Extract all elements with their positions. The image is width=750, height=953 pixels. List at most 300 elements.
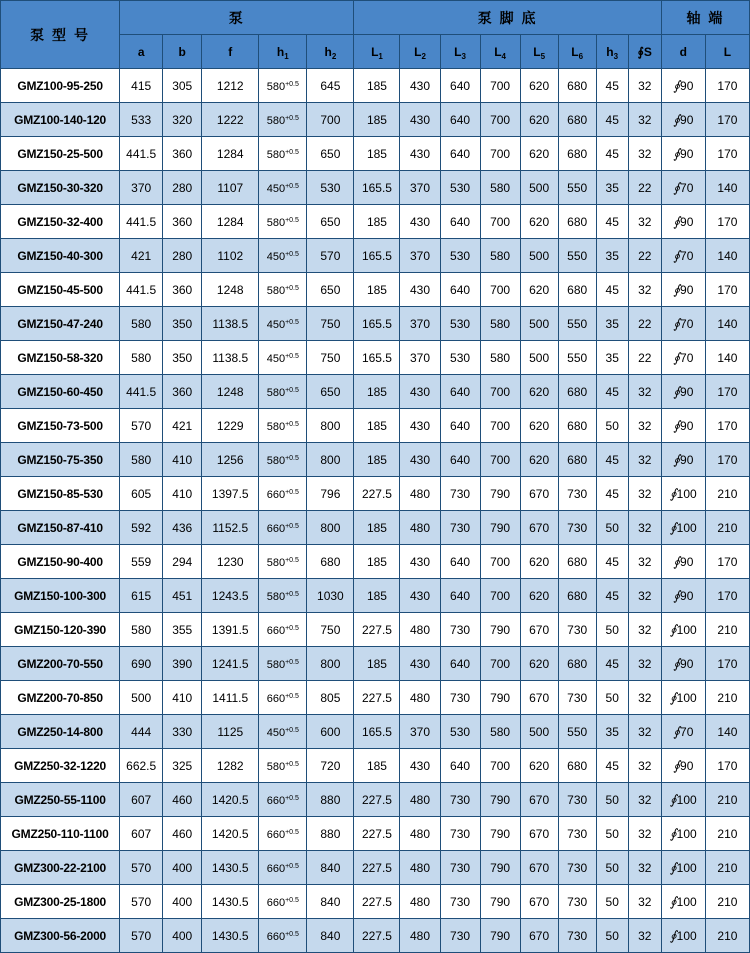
cell-h3: 45 (596, 103, 628, 137)
cell-d: ∮70 (661, 239, 705, 273)
cell-h2: 805 (307, 681, 354, 715)
cell-d: ∮70 (661, 171, 705, 205)
table-row (1, 69, 750, 103)
cell-d: ∮100 (661, 919, 705, 953)
cell-S: 32 (628, 205, 661, 239)
table-row (1, 715, 750, 749)
cell-L: 170 (705, 273, 749, 307)
cell-b: 400 (163, 885, 202, 919)
cell-L1: 185 (354, 375, 400, 409)
cell-h3: 35 (596, 171, 628, 205)
cell-f: 1391.5 (202, 613, 259, 647)
cell-L2: 430 (400, 443, 440, 477)
cell-h3: 35 (596, 307, 628, 341)
cell-b: 360 (163, 375, 202, 409)
cell-b: 460 (163, 817, 202, 851)
cell-h2: 570 (307, 239, 354, 273)
cell-L4: 700 (480, 545, 520, 579)
cell-f: 1241.5 (202, 647, 259, 681)
cell-L2: 480 (400, 477, 440, 511)
cell-L6: 730 (558, 613, 596, 647)
cell-d: ∮100 (661, 681, 705, 715)
cell-L3: 730 (440, 511, 480, 545)
table-row (1, 579, 750, 613)
cell-h1: $580^{+0.5}$ (259, 375, 307, 409)
cell-f: 1397.5 (202, 477, 259, 511)
cell-h2: 680 (307, 545, 354, 579)
cell-h2: 650 (307, 273, 354, 307)
cell-L5: 620 (520, 69, 558, 103)
cell-L6: 680 (558, 749, 596, 783)
cell-L4: 790 (480, 851, 520, 885)
cell-h1: $580^{+0.5}$ (259, 409, 307, 443)
cell-h1: $660^{+0.5}$ (259, 783, 307, 817)
cell-h2: 840 (307, 851, 354, 885)
cell-L2: 480 (400, 817, 440, 851)
cell-L4: 700 (480, 647, 520, 681)
cell-L1: 165.5 (354, 171, 400, 205)
cell-L1: 185 (354, 205, 400, 239)
cell-L: 210 (705, 681, 749, 715)
table-row (1, 647, 750, 681)
table-row (1, 613, 750, 647)
cell-h3: 50 (596, 817, 628, 851)
cell-S: 32 (628, 817, 661, 851)
cell-b: 305 (163, 69, 202, 103)
cell-L5: 670 (520, 511, 558, 545)
cell-L4: 580 (480, 307, 520, 341)
cell-L: 170 (705, 579, 749, 613)
cell-model: GMZ150-120-390 (1, 613, 120, 647)
cell-L4: 700 (480, 69, 520, 103)
cell-h3: 45 (596, 647, 628, 681)
cell-L5: 670 (520, 919, 558, 953)
table-row (1, 443, 750, 477)
cell-S: 32 (628, 613, 661, 647)
cell-L5: 670 (520, 783, 558, 817)
table-row (1, 307, 750, 341)
cell-a: 662.5 (120, 749, 163, 783)
cell-model: GMZ150-87-410 (1, 511, 120, 545)
cell-L5: 500 (520, 307, 558, 341)
cell-h3: 50 (596, 613, 628, 647)
cell-a: 441.5 (120, 273, 163, 307)
cell-L6: 550 (558, 307, 596, 341)
cell-f: 1102 (202, 239, 259, 273)
cell-L2: 480 (400, 681, 440, 715)
cell-h2: 796 (307, 477, 354, 511)
cell-L5: 670 (520, 681, 558, 715)
cell-L: 210 (705, 613, 749, 647)
cell-d: ∮90 (661, 579, 705, 613)
cell-L2: 430 (400, 647, 440, 681)
cell-b: 360 (163, 273, 202, 307)
cell-L2: 480 (400, 783, 440, 817)
cell-L1: 227.5 (354, 919, 400, 953)
cell-h1: $660^{+0.5}$ (259, 851, 307, 885)
cell-f: 1248 (202, 273, 259, 307)
cell-h3: 50 (596, 919, 628, 953)
cell-b: 400 (163, 919, 202, 953)
cell-S: 22 (628, 239, 661, 273)
cell-L6: 680 (558, 545, 596, 579)
cell-L2: 430 (400, 749, 440, 783)
cell-a: 690 (120, 647, 163, 681)
cell-L1: 165.5 (354, 715, 400, 749)
cell-a: 570 (120, 409, 163, 443)
cell-a: 607 (120, 783, 163, 817)
cell-b: 320 (163, 103, 202, 137)
cell-h1: $580^{+0.5}$ (259, 69, 307, 103)
cell-b: 325 (163, 749, 202, 783)
cell-d: ∮90 (661, 137, 705, 171)
cell-a: 580 (120, 443, 163, 477)
cell-L: 140 (705, 171, 749, 205)
table-row (1, 205, 750, 239)
cell-L6: 730 (558, 817, 596, 851)
cell-L5: 500 (520, 239, 558, 273)
cell-L5: 670 (520, 613, 558, 647)
cell-h3: 45 (596, 579, 628, 613)
cell-f: 1138.5 (202, 307, 259, 341)
cell-d: ∮100 (661, 783, 705, 817)
cell-L6: 680 (558, 137, 596, 171)
cell-h3: 50 (596, 409, 628, 443)
cell-L1: 185 (354, 749, 400, 783)
cell-h3: 45 (596, 137, 628, 171)
table-header (1, 1, 750, 69)
cell-h3: 50 (596, 885, 628, 919)
table-body (1, 69, 750, 953)
cell-a: 441.5 (120, 137, 163, 171)
cell-S: 32 (628, 749, 661, 783)
cell-h3: 45 (596, 375, 628, 409)
cell-L1: 185 (354, 273, 400, 307)
cell-h2: 650 (307, 205, 354, 239)
cell-a: 580 (120, 341, 163, 375)
cell-L3: 730 (440, 919, 480, 953)
cell-f: 1212 (202, 69, 259, 103)
cell-a: 570 (120, 919, 163, 953)
cell-b: 410 (163, 477, 202, 511)
cell-L1: 227.5 (354, 851, 400, 885)
cell-L6: 680 (558, 69, 596, 103)
cell-h1: $660^{+0.5}$ (259, 681, 307, 715)
cell-h3: 45 (596, 749, 628, 783)
cell-f: 1107 (202, 171, 259, 205)
cell-a: 421 (120, 239, 163, 273)
cell-h3: 50 (596, 851, 628, 885)
cell-a: 580 (120, 613, 163, 647)
cell-L1: 185 (354, 545, 400, 579)
cell-h1: $580^{+0.5}$ (259, 103, 307, 137)
cell-L6: 730 (558, 477, 596, 511)
cell-b: 355 (163, 613, 202, 647)
cell-b: 421 (163, 409, 202, 443)
cell-model: GMZ250-110-1100 (1, 817, 120, 851)
cell-L4: 790 (480, 885, 520, 919)
cell-h2: 800 (307, 647, 354, 681)
table-row (1, 885, 750, 919)
cell-h2: 720 (307, 749, 354, 783)
cell-h3: 35 (596, 341, 628, 375)
column-header-L6: $L_6$ (558, 35, 596, 69)
cell-model: GMZ150-58-320 (1, 341, 120, 375)
cell-L4: 580 (480, 239, 520, 273)
cell-a: 370 (120, 171, 163, 205)
cell-L3: 730 (440, 613, 480, 647)
column-group-shaft-end: 轴 端 (661, 1, 749, 35)
table-row (1, 137, 750, 171)
cell-a: 607 (120, 817, 163, 851)
cell-h2: 840 (307, 885, 354, 919)
cell-S: 32 (628, 511, 661, 545)
cell-d: ∮90 (661, 69, 705, 103)
cell-model: GMZ100-140-120 (1, 103, 120, 137)
cell-L6: 550 (558, 341, 596, 375)
cell-L2: 370 (400, 715, 440, 749)
table-row (1, 817, 750, 851)
cell-d: ∮90 (661, 273, 705, 307)
column-header-a: a (120, 35, 163, 69)
cell-L: 140 (705, 341, 749, 375)
cell-L2: 370 (400, 341, 440, 375)
cell-L4: 790 (480, 783, 520, 817)
cell-L4: 700 (480, 205, 520, 239)
cell-L6: 550 (558, 239, 596, 273)
cell-L3: 640 (440, 103, 480, 137)
cell-L1: 165.5 (354, 239, 400, 273)
cell-L3: 530 (440, 171, 480, 205)
cell-model: GMZ150-40-300 (1, 239, 120, 273)
table-row (1, 477, 750, 511)
cell-b: 410 (163, 681, 202, 715)
cell-f: 1411.5 (202, 681, 259, 715)
cell-h2: 840 (307, 919, 354, 953)
column-header-h3: $h_3$ (596, 35, 628, 69)
cell-L6: 550 (558, 171, 596, 205)
cell-b: 330 (163, 715, 202, 749)
cell-L1: 227.5 (354, 477, 400, 511)
cell-L2: 480 (400, 885, 440, 919)
cell-L: 170 (705, 409, 749, 443)
cell-L1: 185 (354, 409, 400, 443)
cell-L1: 185 (354, 137, 400, 171)
table-row (1, 341, 750, 375)
cell-L1: 227.5 (354, 885, 400, 919)
cell-b: 460 (163, 783, 202, 817)
cell-L1: 165.5 (354, 341, 400, 375)
cell-model: GMZ200-70-850 (1, 681, 120, 715)
cell-h1: $580^{+0.5}$ (259, 443, 307, 477)
cell-L4: 790 (480, 511, 520, 545)
cell-S: 32 (628, 681, 661, 715)
cell-S: 32 (628, 477, 661, 511)
cell-L5: 500 (520, 715, 558, 749)
cell-L2: 480 (400, 851, 440, 885)
cell-b: 280 (163, 239, 202, 273)
cell-h2: 1030 (307, 579, 354, 613)
cell-L2: 480 (400, 919, 440, 953)
cell-h1: $660^{+0.5}$ (259, 477, 307, 511)
cell-f: 1420.5 (202, 783, 259, 817)
cell-L1: 185 (354, 579, 400, 613)
cell-S: 22 (628, 341, 661, 375)
cell-L4: 790 (480, 817, 520, 851)
cell-L2: 370 (400, 307, 440, 341)
cell-model: GMZ150-100-300 (1, 579, 120, 613)
cell-f: 1248 (202, 375, 259, 409)
cell-L: 170 (705, 443, 749, 477)
cell-L3: 640 (440, 647, 480, 681)
cell-model: GMZ150-25-500 (1, 137, 120, 171)
cell-L: 140 (705, 239, 749, 273)
cell-L2: 430 (400, 409, 440, 443)
cell-a: 533 (120, 103, 163, 137)
cell-L2: 430 (400, 375, 440, 409)
cell-L2: 480 (400, 511, 440, 545)
cell-f: 1284 (202, 205, 259, 239)
cell-L: 210 (705, 885, 749, 919)
cell-model: GMZ250-14-800 (1, 715, 120, 749)
cell-L6: 680 (558, 443, 596, 477)
cell-model: GMZ150-60-450 (1, 375, 120, 409)
cell-L2: 480 (400, 613, 440, 647)
cell-a: 441.5 (120, 205, 163, 239)
column-header-f: f (202, 35, 259, 69)
cell-L4: 580 (480, 715, 520, 749)
cell-S: 32 (628, 715, 661, 749)
cell-L3: 730 (440, 885, 480, 919)
cell-L1: 185 (354, 103, 400, 137)
table-row (1, 919, 750, 953)
cell-h1: $450^{+0.5}$ (259, 715, 307, 749)
cell-b: 436 (163, 511, 202, 545)
cell-S: 32 (628, 69, 661, 103)
cell-a: 559 (120, 545, 163, 579)
cell-h3: 45 (596, 69, 628, 103)
cell-L5: 620 (520, 205, 558, 239)
cell-f: 1222 (202, 103, 259, 137)
cell-L: 170 (705, 375, 749, 409)
cell-model: GMZ150-73-500 (1, 409, 120, 443)
table-row (1, 171, 750, 205)
cell-L4: 790 (480, 919, 520, 953)
cell-L3: 730 (440, 783, 480, 817)
cell-h1: $450^{+0.5}$ (259, 239, 307, 273)
cell-h1: $580^{+0.5}$ (259, 749, 307, 783)
cell-d: ∮70 (661, 715, 705, 749)
cell-h1: $580^{+0.5}$ (259, 273, 307, 307)
cell-L2: 370 (400, 171, 440, 205)
cell-f: 1430.5 (202, 885, 259, 919)
cell-model: GMZ300-56-2000 (1, 919, 120, 953)
column-header-L: L (705, 35, 749, 69)
cell-L4: 700 (480, 443, 520, 477)
column-header-L2: $L_2$ (400, 35, 440, 69)
column-header-L1: $L_1$ (354, 35, 400, 69)
cell-L3: 640 (440, 579, 480, 613)
cell-b: 350 (163, 341, 202, 375)
cell-h1: $580^{+0.5}$ (259, 137, 307, 171)
column-header-h2: $h_2$ (307, 35, 354, 69)
cell-L4: 580 (480, 341, 520, 375)
cell-S: 32 (628, 103, 661, 137)
cell-L3: 640 (440, 409, 480, 443)
cell-L: 170 (705, 205, 749, 239)
cell-S: 32 (628, 137, 661, 171)
table-row (1, 783, 750, 817)
cell-h2: 880 (307, 783, 354, 817)
column-group-pump: 泵 (120, 1, 354, 35)
cell-h2: 650 (307, 375, 354, 409)
column-header-S: ∮S (628, 35, 661, 69)
column-header-d: d (661, 35, 705, 69)
table-row (1, 749, 750, 783)
cell-a: 570 (120, 885, 163, 919)
cell-a: 615 (120, 579, 163, 613)
cell-f: 1243.5 (202, 579, 259, 613)
cell-L1: 185 (354, 69, 400, 103)
cell-L: 170 (705, 647, 749, 681)
cell-S: 32 (628, 273, 661, 307)
cell-L4: 700 (480, 273, 520, 307)
cell-f: 1284 (202, 137, 259, 171)
cell-d: ∮90 (661, 443, 705, 477)
cell-L1: 227.5 (354, 681, 400, 715)
cell-h2: 750 (307, 341, 354, 375)
cell-L1: 185 (354, 443, 400, 477)
cell-d: ∮90 (661, 749, 705, 783)
cell-model: GMZ250-32-1220 (1, 749, 120, 783)
cell-model: GMZ150-30-320 (1, 171, 120, 205)
cell-h3: 50 (596, 783, 628, 817)
cell-S: 32 (628, 851, 661, 885)
cell-S: 32 (628, 647, 661, 681)
cell-L3: 640 (440, 443, 480, 477)
cell-L1: 185 (354, 647, 400, 681)
cell-h2: 800 (307, 409, 354, 443)
cell-h2: 800 (307, 443, 354, 477)
cell-f: 1420.5 (202, 817, 259, 851)
table-row (1, 103, 750, 137)
cell-b: 410 (163, 443, 202, 477)
table-row (1, 851, 750, 885)
cell-L5: 670 (520, 885, 558, 919)
cell-L1: 185 (354, 511, 400, 545)
cell-L5: 620 (520, 103, 558, 137)
cell-d: ∮100 (661, 817, 705, 851)
column-group-base: 泵 脚 底 (354, 1, 661, 35)
cell-L: 140 (705, 307, 749, 341)
cell-a: 570 (120, 851, 163, 885)
cell-d: ∮90 (661, 205, 705, 239)
cell-f: 1430.5 (202, 919, 259, 953)
cell-d: ∮90 (661, 647, 705, 681)
cell-L4: 580 (480, 171, 520, 205)
cell-model: GMZ300-22-2100 (1, 851, 120, 885)
cell-f: 1230 (202, 545, 259, 579)
cell-a: 500 (120, 681, 163, 715)
cell-h1: $660^{+0.5}$ (259, 613, 307, 647)
cell-h1: $580^{+0.5}$ (259, 545, 307, 579)
cell-f: 1430.5 (202, 851, 259, 885)
cell-L6: 680 (558, 579, 596, 613)
cell-L2: 430 (400, 579, 440, 613)
cell-L4: 790 (480, 613, 520, 647)
cell-L3: 640 (440, 545, 480, 579)
cell-L3: 530 (440, 239, 480, 273)
